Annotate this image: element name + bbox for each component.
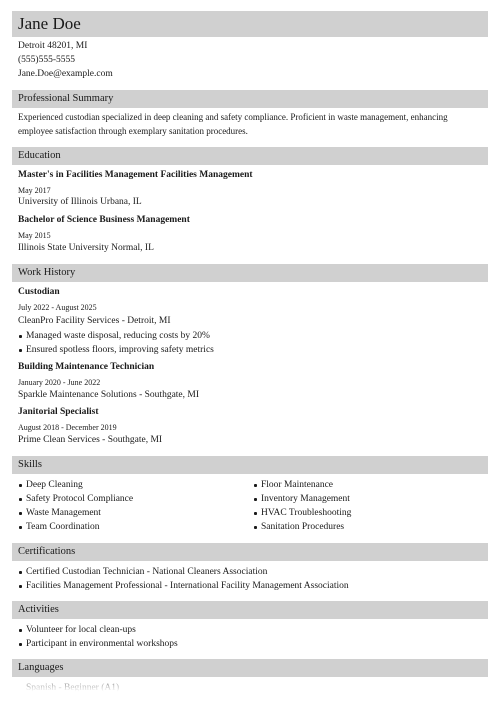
- skill-item: Inventory Management: [261, 494, 350, 504]
- education-degree: Master's in Facilities Management Facilities Management: [18, 170, 253, 180]
- job-bullet: Ensured spotless floors, improving safety metrics: [26, 345, 214, 355]
- certification-item: Facilities Management Professional - International Facility Management Association: [26, 581, 349, 591]
- education-school: Illinois State University Normal, IL: [18, 243, 154, 253]
- education-degree: Bachelor of Science Business Management: [18, 215, 190, 225]
- summary-text: Experienced custodian specialized in deep cleaning and safety compliance. Proficient in waste management, enhancing employee satisfaction through exemplary sanitation procedures.: [18, 112, 448, 136]
- email: Jane.Doe@example.com: [18, 69, 113, 79]
- skill-item: Team Coordination: [26, 522, 100, 532]
- section-certifications: Certifications: [12, 543, 488, 561]
- education-school: University of Illinois Urbana, IL: [18, 197, 142, 207]
- job-dates: January 2020 - June 2022: [18, 378, 101, 387]
- job-company: Prime Clean Services - Southgate, MI: [18, 435, 163, 445]
- section-activities: Activities: [12, 601, 488, 619]
- skill-item: HVAC Troubleshooting: [261, 508, 352, 518]
- certification-item: Certified Custodian Technician - National Cleaners Association: [26, 567, 268, 577]
- section-languages: Languages: [12, 659, 488, 677]
- section-skills: Skills: [12, 456, 488, 474]
- job-bullet: Managed waste disposal, reducing costs by 20%: [26, 331, 210, 341]
- skill-item: Safety Protocol Compliance: [26, 494, 134, 504]
- phone: (555)555-5555: [18, 55, 75, 65]
- job-company: CleanPro Facility Services - Detroit, MI: [18, 316, 171, 326]
- job-title: Building Maintenance Technician: [18, 362, 155, 372]
- job-title: Janitorial Specialist: [18, 407, 99, 417]
- job-dates: August 2018 - December 2019: [18, 423, 117, 432]
- page-cutoff-fade: [0, 683, 500, 704]
- section-work-history: Work History: [12, 264, 488, 282]
- activity-item: Volunteer for local clean-ups: [26, 625, 136, 635]
- activity-item: Participant in environmental workshops: [26, 639, 178, 649]
- address: Detroit 48201, MI: [18, 41, 88, 51]
- section-professional-summary: Professional Summary: [12, 90, 488, 108]
- skill-item: Waste Management: [26, 508, 101, 518]
- education-date: May 2017: [18, 186, 51, 195]
- job-company: Sparkle Maintenance Solutions - Southgate, MI: [18, 390, 199, 400]
- job-title: Custodian: [18, 287, 60, 297]
- skill-item: Deep Cleaning: [26, 480, 83, 490]
- candidate-name: Jane Doe: [12, 11, 488, 37]
- skill-item: Floor Maintenance: [261, 480, 334, 490]
- skill-item: Sanitation Procedures: [261, 522, 345, 532]
- job-dates: July 2022 - August 2025: [18, 303, 97, 312]
- education-date: May 2015: [18, 231, 51, 240]
- section-education: Education: [12, 147, 488, 165]
